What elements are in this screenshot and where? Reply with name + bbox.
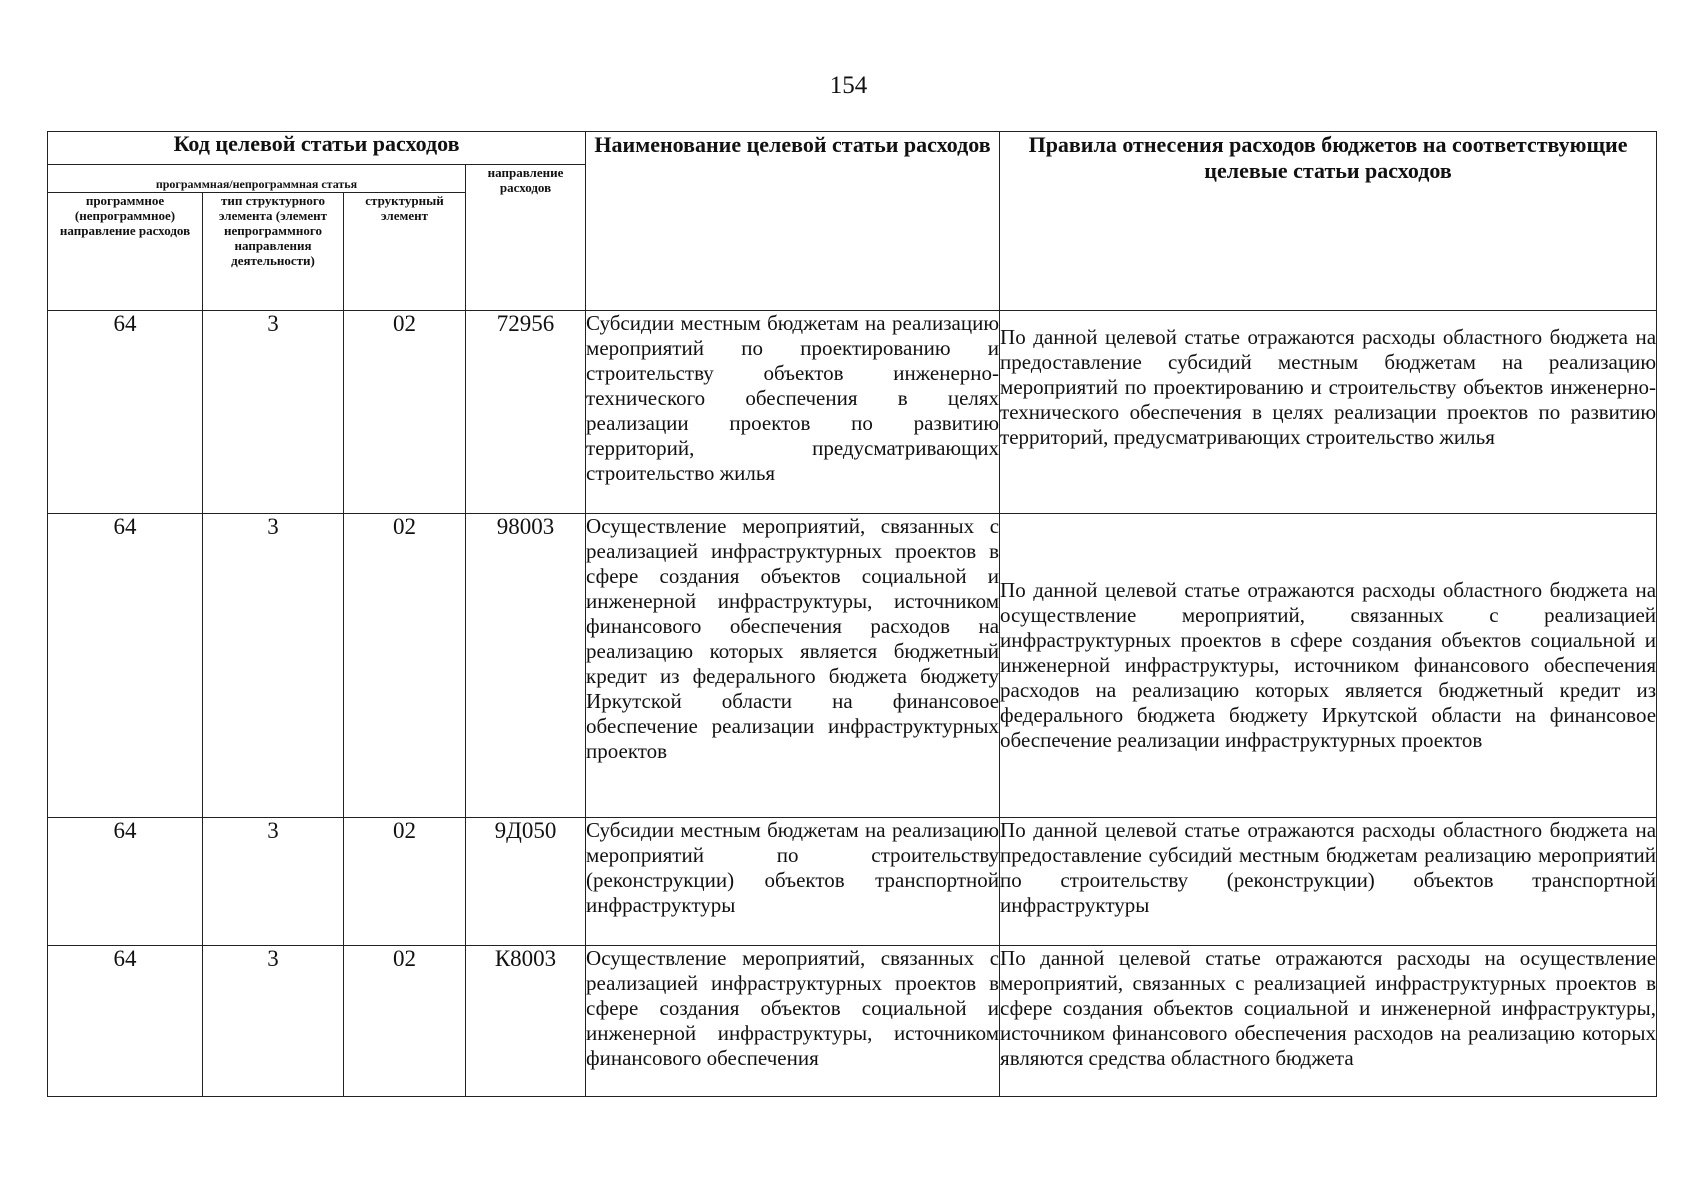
header-name: Наименование целевой статьи расходов [586,132,1000,311]
page-number: 154 [829,72,868,99]
cell-rule: По данной целевой статье отражаются расходы на осуществление мероприятий, связанных с реализацией инфраструктурных проектов в сфере создания объектов социальной и инженерной инфраструктуры, источником финансового обеспечения расходов на реализацию которых являются средства областного бюджета [1000,946,1657,1097]
table-row [48,818,1657,946]
cell-rule: По данной целевой статье отражаются расходы областного бюджета на предоставление субсидий местным бюджетам на реализацию мероприятий по проектированию и строительству объектов инженерно-технического обеспечения в целях реализации проектов по развитию территорий, предусматривающих строительство жилья [1000,311,1657,514]
cell-name: Субсидии местным бюджетам на реализацию мероприятий по проектированию и строительству объектов инженерно-технического обеспечения в целях реализации проектов по развитию территорий, предусматривающих строительство жилья [586,311,1000,514]
cell-direction: К8003 [466,946,586,1097]
cell-element: 02 [344,311,466,514]
header-element-type: тип структурного элемента (элемент непрограммного направления деятельности) [203,193,344,311]
cell-type: 3 [203,818,344,946]
table-row [48,946,1657,1097]
cell-name: Субсидии местным бюджетам на реализацию мероприятий по строительству (реконструкции) объектов транспортной инфраструктуры [586,818,1000,946]
header-rules: Правила отнесения расходов бюджетов на соответствующие целевые статьи расходов [1000,132,1657,311]
cell-type: 3 [203,946,344,1097]
header-direction: направление расходов [466,165,586,311]
cell-program: 64 [48,946,203,1097]
cell-direction: 72956 [466,311,586,514]
cell-program: 64 [48,514,203,818]
cell-element: 02 [344,946,466,1097]
cell-type: 3 [203,311,344,514]
cell-name: Осуществление мероприятий, связанных с реализацией инфраструктурных проектов в сфере создания объектов социальной и инженерной инфраструктуры, источником финансового обеспечения расходов на реализацию которых является бюджетный кредит из федерального бюджета бюджету Иркутской области на финансовое обеспечение реализации инфраструктурных проектов [586,514,1000,818]
cell-name: Осуществление мероприятий, связанных с реализацией инфраструктурных проектов в сфере создания объектов социальной и инженерной инфраструктуры, источником финансового обеспечения [586,946,1000,1097]
header-structural-element: структурный элемент [344,193,466,311]
cell-program: 64 [48,311,203,514]
table-row [48,514,1657,818]
cell-rule: По данной целевой статье отражаются расходы областного бюджета на осуществление мероприятий, связанных с реализацией инфраструктурных проектов в сфере создания объектов социальной и инженерной инфраструктуры, источником финансового обеспечения расходов на реализацию которых является бюджетный кредит из федерального бюджета бюджету Иркутской области на финансовое обеспечение реализации инфраструктурных проектов [1000,514,1657,818]
cell-direction: 98003 [466,514,586,818]
cell-type: 3 [203,514,344,818]
header-code-group: Код целевой статьи расходов [48,132,586,165]
header-program-group: программная/непрограммная статья [48,165,466,193]
budget-table [47,131,1657,1097]
cell-rule: По данной целевой статье отражаются расходы областного бюджета на предоставление субсидий местным бюджетам реализацию мероприятий по строительству (реконструкции) объектов транспортной инфраструктуры [1000,818,1657,946]
cell-direction: 9Д050 [466,818,586,946]
table-row [48,311,1657,514]
cell-element: 02 [344,514,466,818]
header-program-direction: программное (непрограммное) направление расходов [48,193,203,311]
cell-element: 02 [344,818,466,946]
cell-program: 64 [48,818,203,946]
